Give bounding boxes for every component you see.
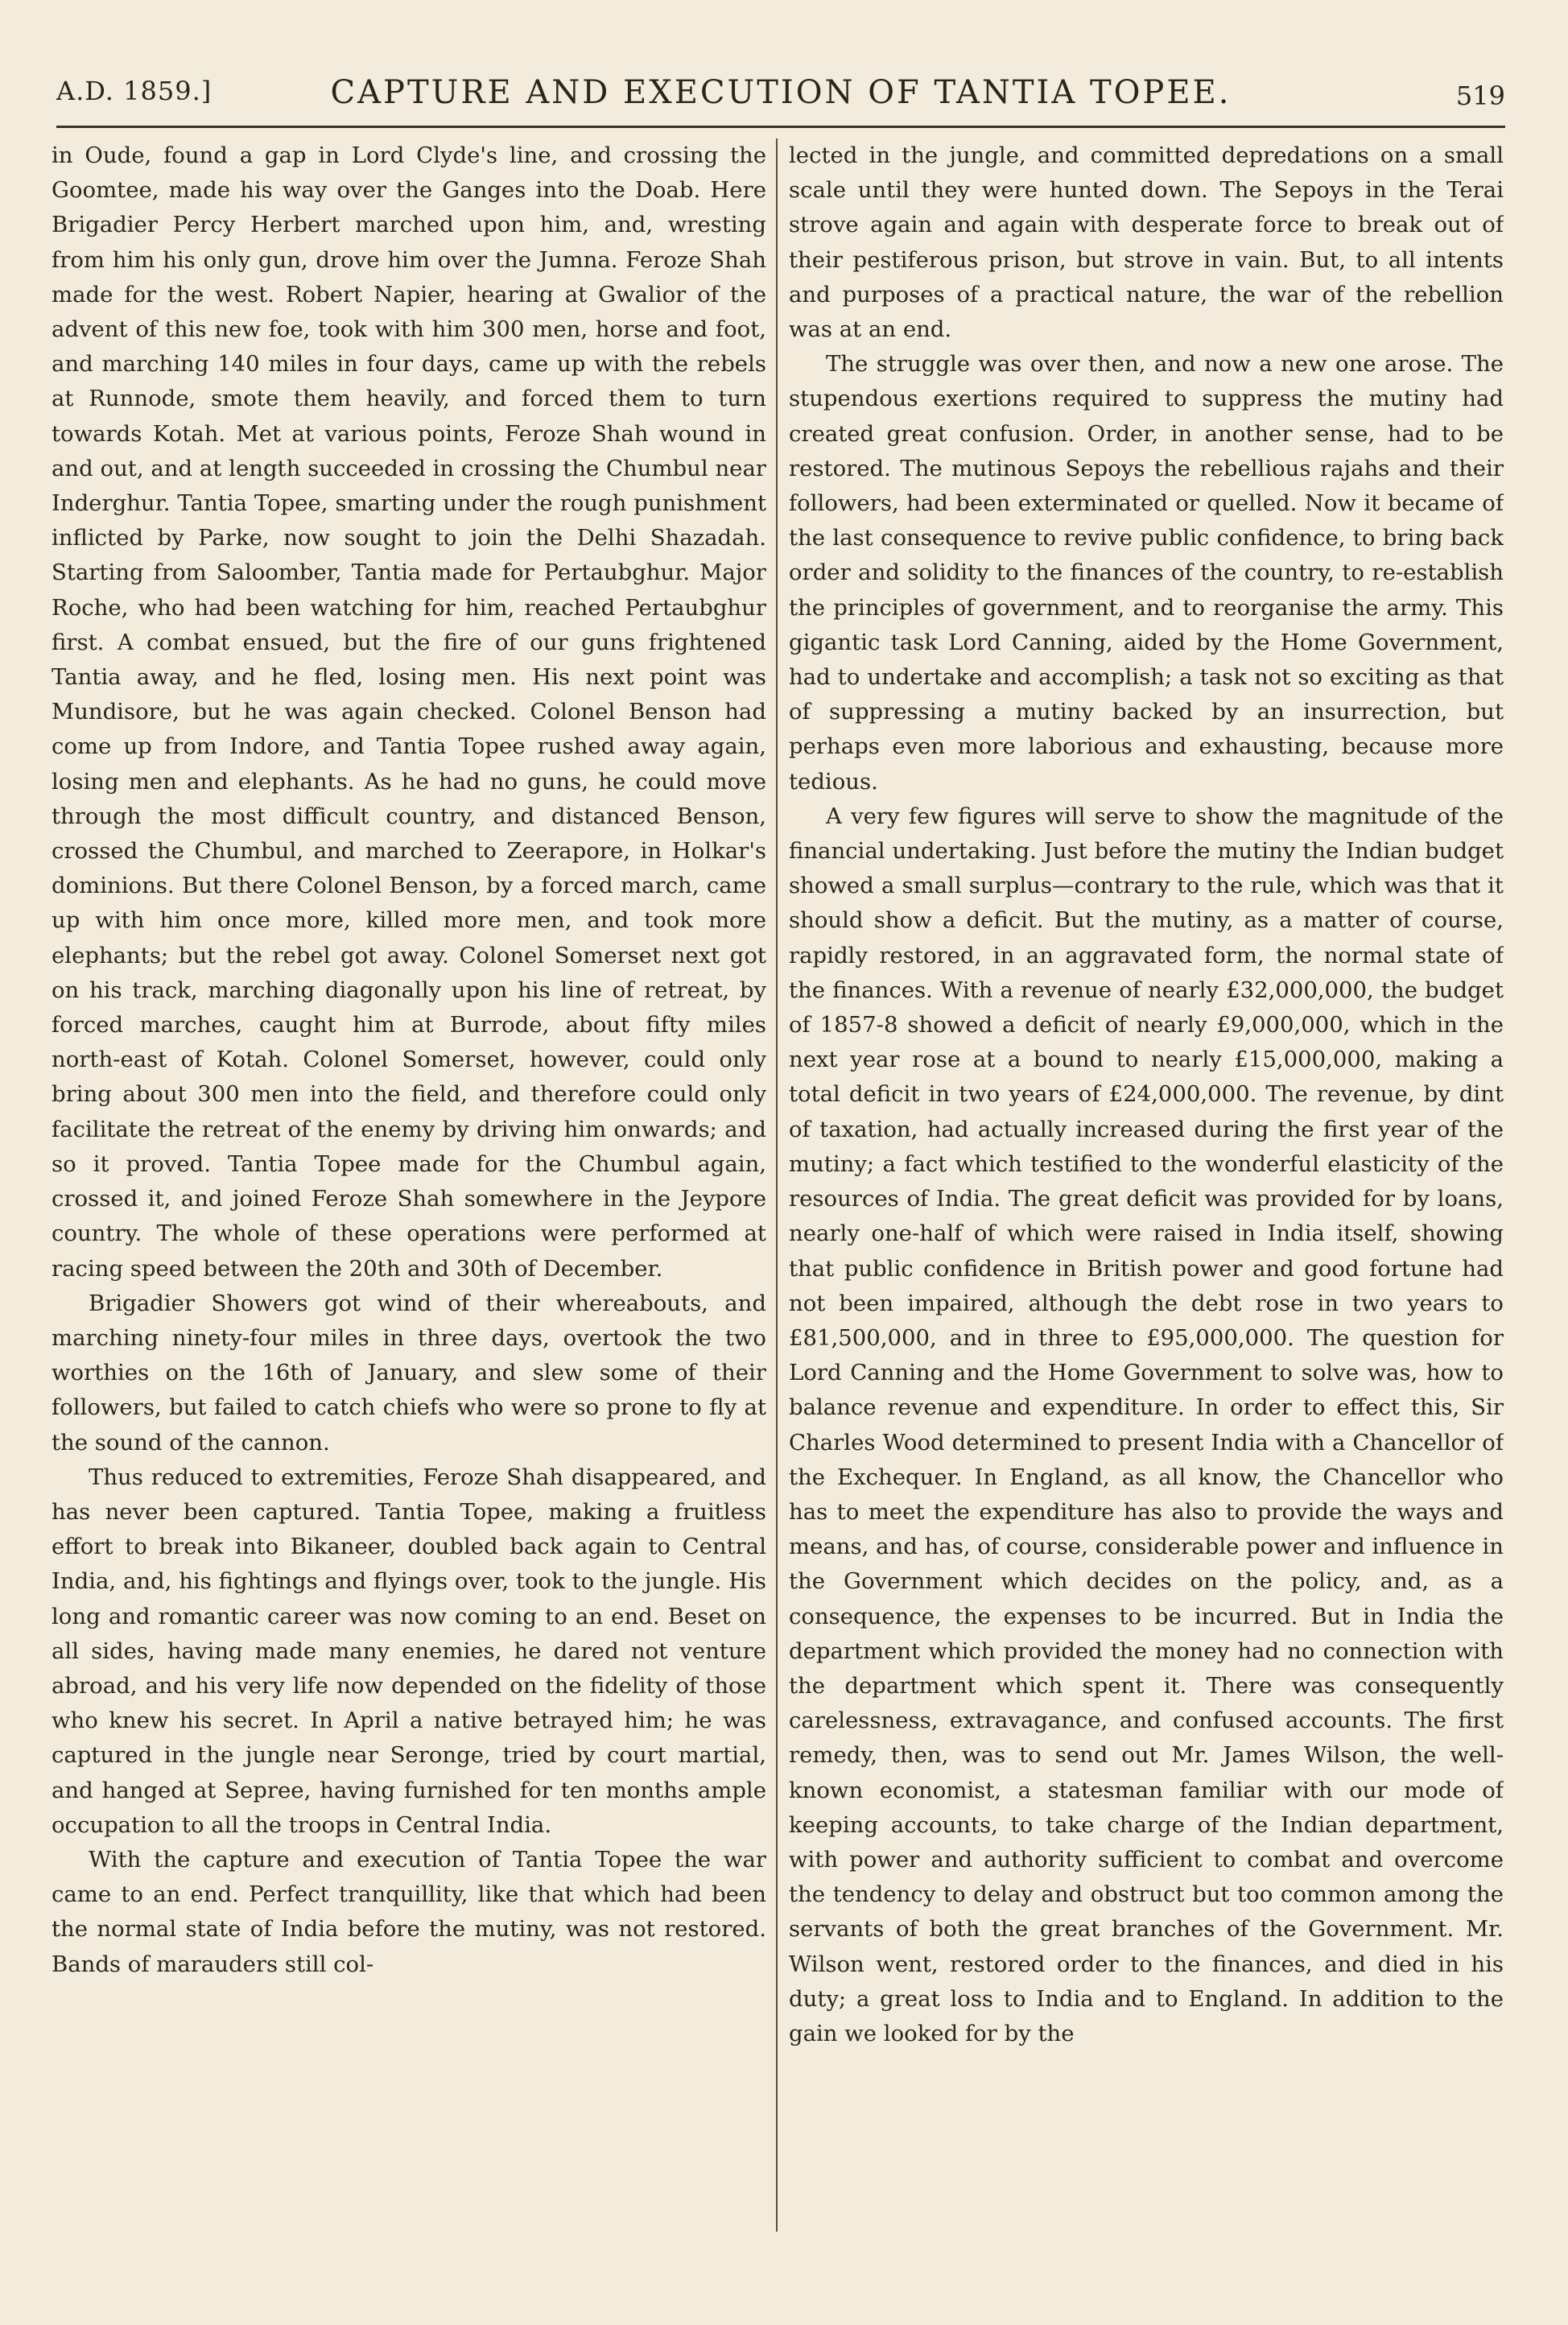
right-column: [789, 138, 1504, 2264]
page-number: 519: [1455, 81, 1505, 111]
paragraph: With the capture and execution of Tantia Topee the war came to an end. Perfect tranquillity, like that which had been the normal state of India before the mutiny, was not restored. Bands of marauders still col-: [52, 1846, 766, 1977]
column-divider: [776, 138, 778, 2232]
left-column: [52, 138, 766, 2264]
paragraph: in Oude, found a gap in Lord Clyde's line, and crossing the Goomtee, made his way over the Ganges into the Doab. Here Brigadier Percy Herbert marched upon him, and, wresting from him his only gun, drove him over the Jumna. Feroze Shah made for the west. Robert Napier, hearing at Gwalior of the advent of this new foe, took with him 300 men, horse and foot, and marching 140 miles in four days, came up with the rebels at Runnode, smote them heavily, and forced them to turn towards Kotah. Met at various points, Feroze Shah wound in and out, and at length succeeded in crossing the Chumbul near Inderghur. Tantia Topee, smarting under the rough punishment inflicted by Parke, now sought to join the Delhi Shazadah. Starting from Saloomber, Tantia made for Pertaubghur. Major Roche, who had been watching for him, reached Pertaubghur first. A combat ensued, but the fire of our guns frightened Tantia away, and he fled, losing men. His next point was Mundisore, but he was again checked. Colonel Benson had come up from Indore, and Tantia Topee rushed away again, losing men and elephants. As he had no guns, he could move through the most difficult country, and distanced Benson, crossed the Chumbul, and marched to Zeerapore, in Holkar's dominions. But there Colonel Benson, by a forced march, came up with him once more, killed more men, and took more elephants; but the rebel got away. Colonel Somerset next got on his track, marching diagonally upon his line of retreat, by forced marches, caught him at Burrode, about fifty miles north-east of Kotah. Colonel Somerset, however, could only bring about 300 men into the field, and therefore could only facilitate the retreat of the enemy by driving him onwards; and so it proved. Tantia Topee made for the Chumbul again, crossed it, and joined Feroze Shah somewhere in the Jeypore country. The whole of these operations were performed at racing speed between the 20th and 30th of December.: [52, 142, 766, 1282]
page-title: CAPTURE AND EXECUTION OF TANTIA TOPEE.: [330, 74, 1232, 111]
paragraph: A very few figures will serve to show the magnitude of the financial undertaking. Just before the mutiny the Indian budget showed a small surplus—contrary to the rule, which was that it should show a deficit. But the mutiny, as a matter of course, rapidly restored, in an aggravated form, the normal state of the finances. With a revenue of nearly £32,000,000, the budget of 1857-8 showed a deficit of nearly £9,000,000, which in the next year rose at a bound to nearly £15,000,000, making a total deficit in two years of £24,000,000. The revenue, by dint of taxation, had actually increased during the first year of the mutiny; a fact which testified to the wonderful elasticity of the resources of India. The great deficit was provided for by loans, nearly one-half of which were raised in India itself, showing that public confidence in British power and good fortune had not been impaired, although the debt rose in two years to £81,500,000, and in three to £95,000,000. The question for Lord Canning and the Home Government to solve was, how to balance revenue and expenditure. In order to effect this, Sir Charles Wood determined to present India with a Chancellor of the Exchequer. In England, as all know, the Chancellor who has to meet the expenditure has also to provide the ways and means, and has, of course, considerable power and influence in the Government which decides on the policy, and, as a consequence, the expenses to be incurred. But in India the department which provided the money had no connection with the department which spent it. There was consequently carelessness, extravagance, and confused accounts. The first remedy, then, was to send out Mr. James Wilson, the well-known economist, a statesman familiar with our mode of keeping accounts, to take charge of the Indian department, with power and authority sufficient to combat and overcome the tendency to delay and obstruct but too common among the servants of both the great branches of the Government. Mr. Wilson went, restored order to the finances, and died in his duty; a great loss to India and to England. In addition to the gain we looked for by the: [789, 803, 1504, 2046]
paragraph: Brigadier Showers got wind of their whereabouts, and marching ninety-four miles in three days, overtook the two worthies on the 16th of January, and slew some of their followers, but failed to catch chiefs who were so prone to fly at the sound of the cannon.: [52, 1290, 766, 1456]
header-date: A.D. 1859.]: [56, 76, 213, 106]
running-header: [56, 69, 1505, 128]
text-columns: [52, 138, 1502, 2264]
paragraph: lected in the jungle, and committed depredations on a small scale until they were hunted down. The Sepoys in the Terai strove again and again with desperate force to break out of their pestiferous prison, but strove in vain. But, to all intents and purposes of a practical nature, the war of the rebellion was at an end.: [789, 142, 1504, 343]
paragraph: Thus reduced to extremities, Feroze Shah disappeared, and has never been captured. Tantia Topee, making a fruitless effort to break into Bikaneer, doubled back again to Central India, and, his fightings and flyings over, took to the jungle. His long and romantic career was now coming to an end. Beset on all sides, having made many enemies, he dared not venture abroad, and his very life now depended on the fidelity of those who knew his secret. In April a native betrayed him; he was captured in the jungle near Seronge, tried by court martial, and hanged at Sepree, having furnished for ten months ample occupation to all the troops in Central India.: [52, 1464, 766, 1838]
paragraph: The struggle was over then, and now a new one arose. The stupendous exertions required to suppress the mutiny had created great confusion. Order, in another sense, had to be restored. The mutinous Sepoys the rebellious rajahs and their followers, had been exterminated or quelled. Now it became of the last consequence to revive public confidence, to bring back order and solidity to the finances of the country, to re-establish the principles of government, and to reorganise the army. This gigantic task Lord Canning, aided by the Home Government, had to undertake and accomplish; a task not so exciting as that of suppressing a mutiny backed by an insurrection, but perhaps even more laborious and exhausting, because more tedious.: [789, 351, 1504, 795]
